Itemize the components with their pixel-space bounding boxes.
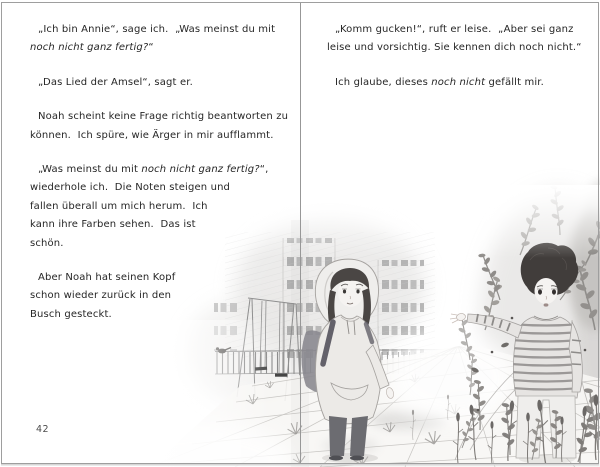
page-spine-divider — [300, 3, 301, 463]
text-segment: schön. — [30, 237, 64, 249]
text-line — [327, 74, 600, 92]
paragraph — [327, 21, 600, 58]
paragraph — [30, 21, 300, 58]
text-line — [30, 74, 300, 92]
text-segment: Aber Noah hat seinen Kopf — [38, 272, 176, 284]
text-segment: wiederhole ich. Die Noten steigen und — [30, 182, 231, 194]
text-segment: „Das Lied der Amsel“, sagt er. — [38, 76, 193, 88]
paragraph — [30, 74, 300, 92]
text-segment: noch nicht ganz fertig? — [141, 164, 260, 176]
text-segment: “ — [148, 42, 154, 54]
text-segment: schon wieder zurück in den — [30, 290, 172, 302]
text-line — [30, 306, 300, 324]
text-segment: gefällt mir. — [485, 76, 544, 88]
text-line — [30, 287, 300, 305]
text-line — [30, 216, 300, 234]
text-line — [30, 39, 300, 57]
text-segment: Busch gesteckt. — [30, 308, 112, 320]
paragraph — [30, 269, 300, 324]
paragraph — [327, 74, 600, 92]
text-segment: „Was meinst du mit — [38, 164, 142, 176]
right-page — [300, 0, 600, 467]
text-segment: „Ich bin Annie“, sage ich. „Was meinst du mit — [38, 24, 276, 35]
text-line — [327, 21, 600, 39]
text-line — [327, 39, 600, 57]
text-line — [30, 127, 300, 145]
text-segment: fallen überall um mich herum. Ich — [30, 200, 208, 212]
text-segment: „Komm gucken!“, ruft er leise. „Aber sei ganz — [335, 24, 574, 35]
text-segment: können. Ich spüre, wie Ärger in mir aufflammt. — [30, 129, 274, 141]
text-segment: “, — [259, 164, 269, 176]
text-segment: noch nicht — [431, 76, 486, 88]
page-number: 42 — [36, 424, 50, 435]
text-line — [30, 198, 300, 216]
text-line — [30, 235, 300, 253]
text-segment: Ich glaube, dieses — [335, 76, 432, 88]
paragraph — [30, 161, 300, 253]
text-line — [30, 108, 300, 126]
left-page-text — [0, 21, 300, 324]
text-line — [30, 21, 300, 39]
text-segment: noch nicht ganz fertig? — [30, 42, 149, 54]
text-segment: Noah scheint keine Frage richtig beantworten zu — [38, 111, 289, 123]
text-line — [30, 161, 300, 179]
text-segment: kann ihre Farben sehen. Das ist — [30, 219, 196, 231]
text-segment: leise und vorsichtig. Sie kennen dich noch nicht.“ — [327, 42, 582, 54]
paragraph — [30, 108, 300, 145]
text-line — [30, 269, 300, 287]
text-line — [30, 179, 300, 197]
right-page-text — [300, 21, 600, 92]
